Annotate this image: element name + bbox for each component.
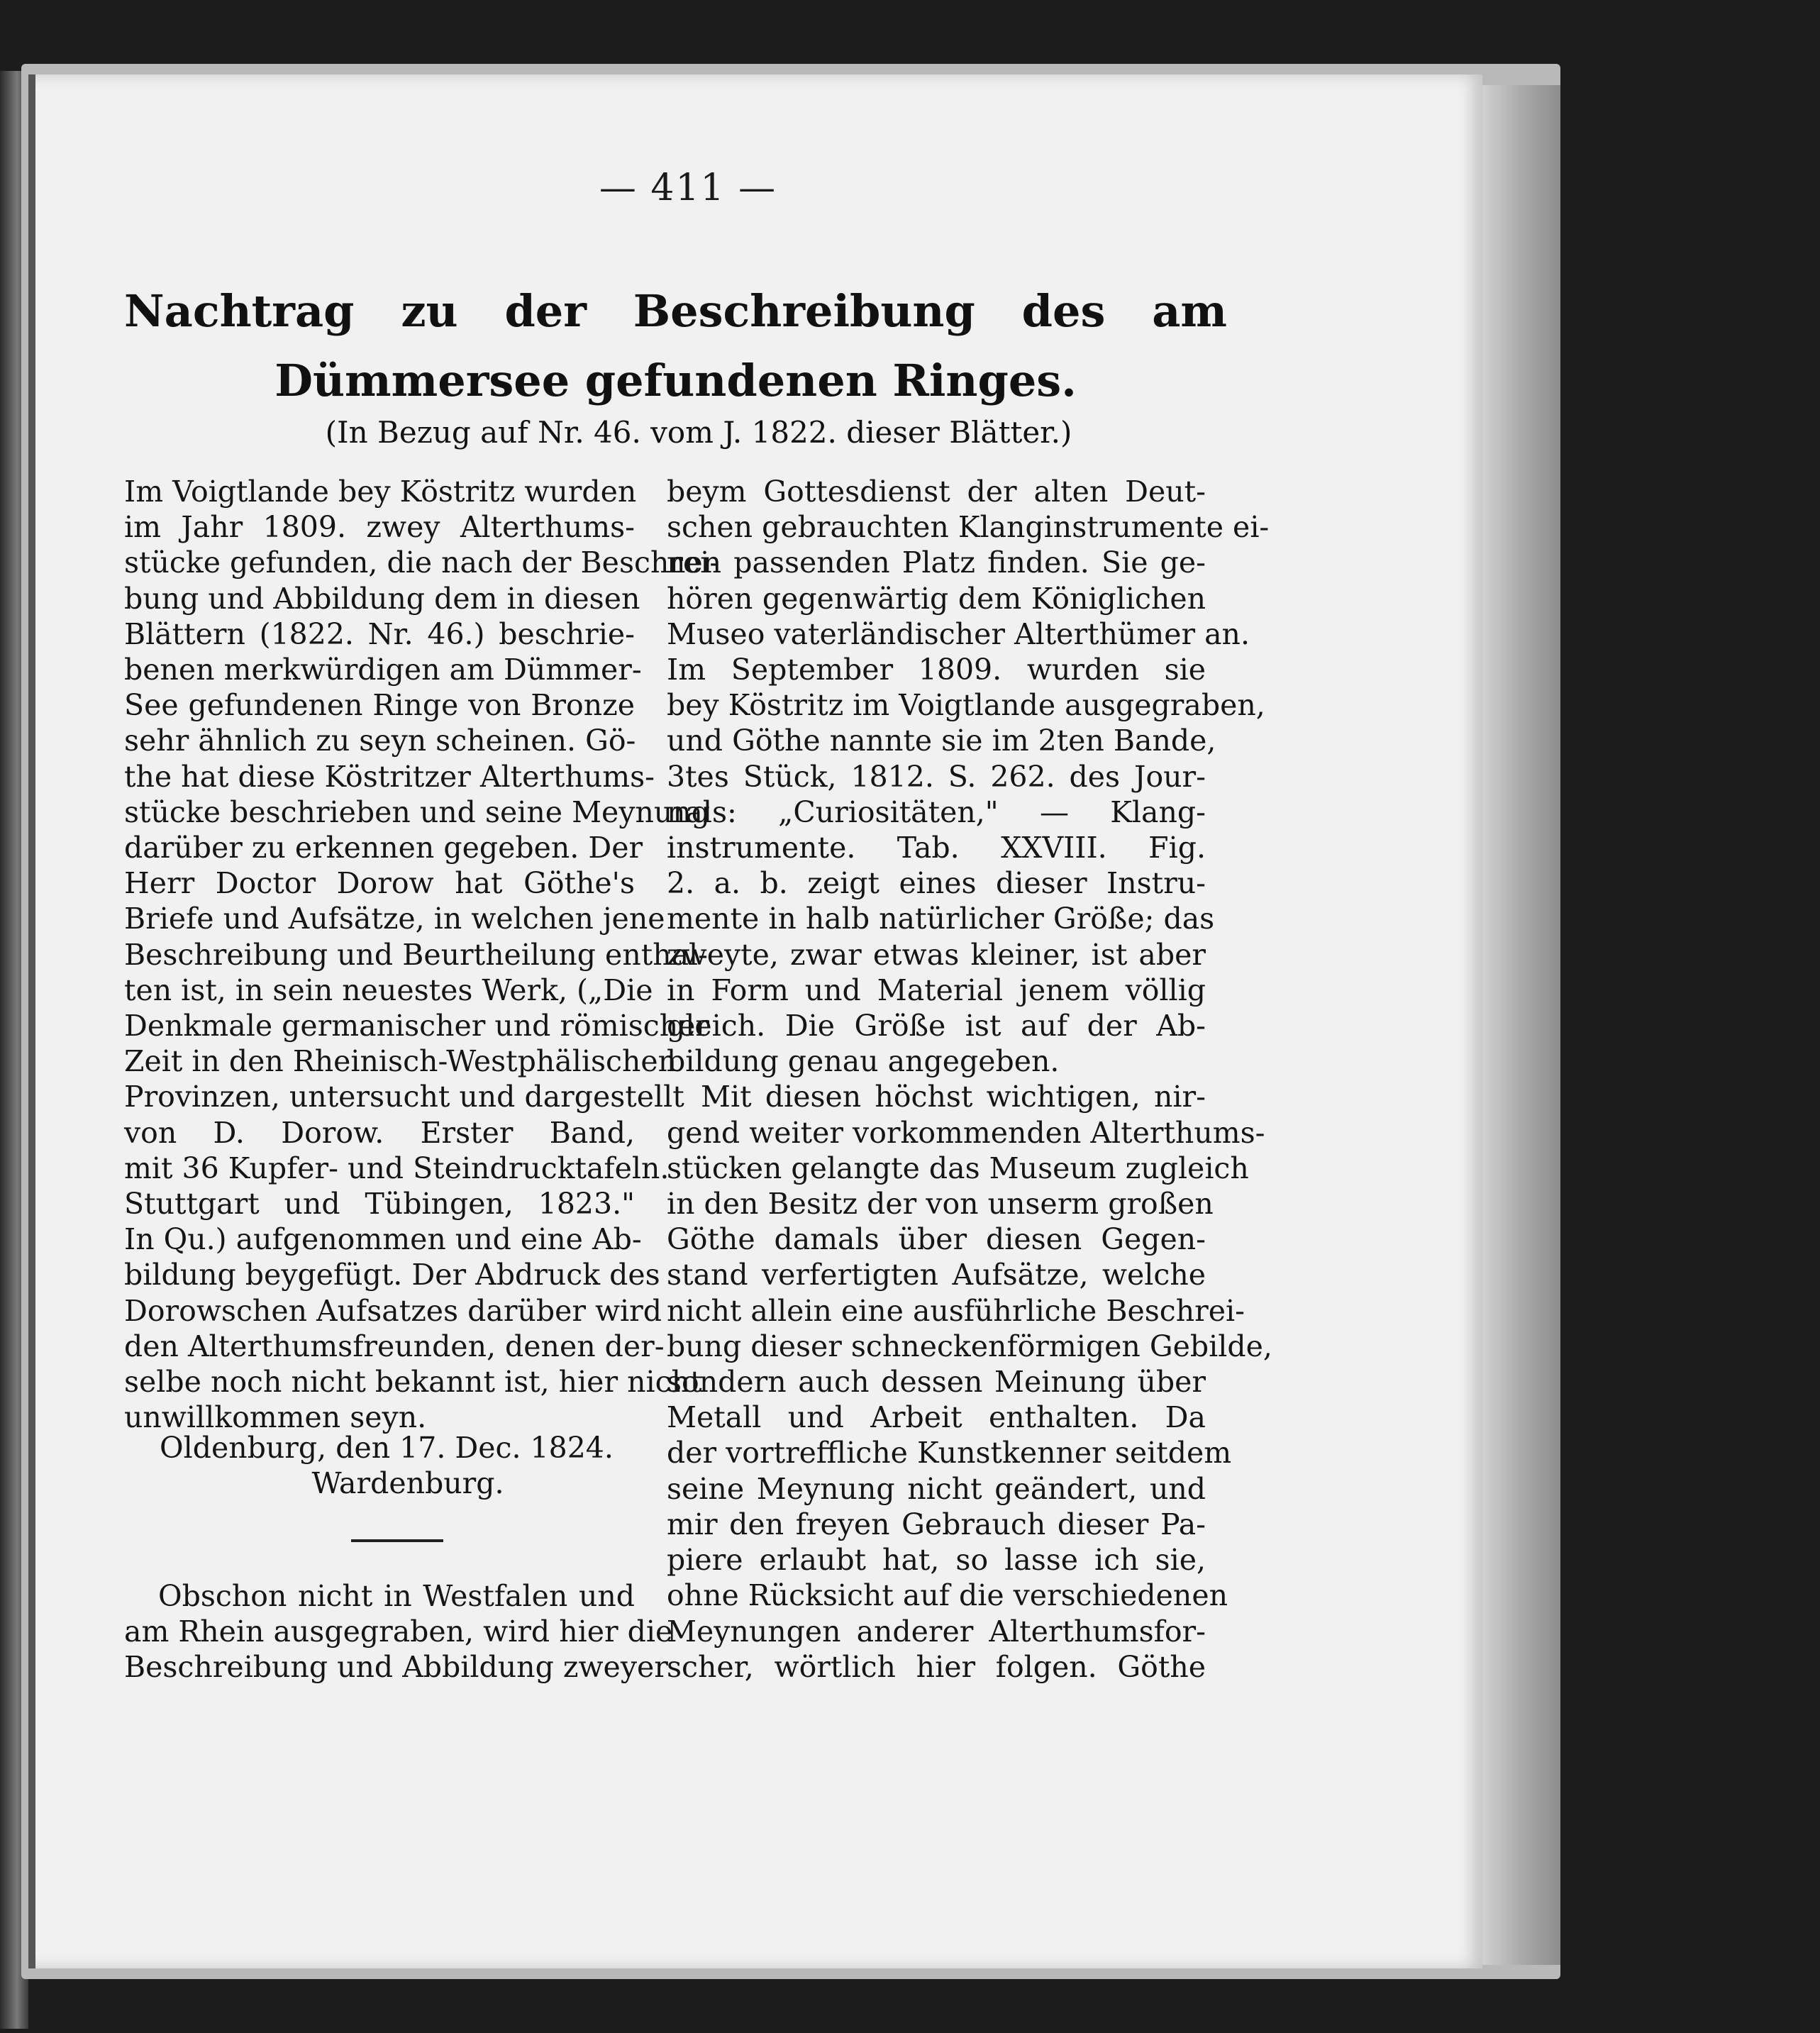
text-line: benen merkwürdigen am Dümmer- [124,653,642,687]
right-column [667,474,1272,1685]
text-line: Briefe und Aufsätze, in welchen jene [124,902,665,936]
text-line: Blättern (1822. Nr. 46.) beschrie- [124,616,635,651]
text-line: piere erlaubt hat, so lasse ich sie, [667,1543,1206,1578]
text-line: scher, wörtlich hier folgen. Göthe [667,1649,1206,1684]
text-line: bung und Abbildung dem in diesen [124,581,640,616]
text-line: Metall und Arbeit enthalten. Da [667,1400,1206,1435]
text-line: Im Voigtlande bey Köstritz wurden [124,475,637,509]
text-line: stücke gefunden, die nach der Beschrei- [124,545,720,580]
text-line: gend weiter vorkommenden Alterthums- [667,1115,1265,1150]
page-stack-edge [1475,85,1560,1965]
author-signature: Wardenburg. [311,1466,504,1500]
left-column-second-article [124,1578,673,1685]
place-date: Oldenburg, den 17. Dec. 1824. [160,1431,614,1465]
text-line: Meynungen anderer Alterthumsfor- [667,1614,1206,1649]
text-line: Obschon nicht in Westfalen und [158,1579,635,1613]
text-line: See gefundenen Ringe von Bronze [124,688,635,723]
text-line: Beschreibung und Beurtheilung enthal- [124,937,709,972]
text-line: Stuttgart und Tübingen, 1823." [124,1187,635,1222]
text-line: ten ist, in sein neuestes Werk, („Die [124,973,653,1007]
text-line: In Qu.) aufgenommen und eine Ab- [124,1222,642,1257]
text-line: in Form und Material jenem völlig [667,973,1206,1007]
text-line: the hat diese Köstritzer Alterthums- [124,759,655,794]
text-line: Mit diesen höchst wichtigen, nir- [701,1080,1206,1114]
text-line: Im September 1809. wurden sie [667,653,1206,687]
page-gutter [28,74,35,1968]
text-line: ohne Rücksicht auf die verschiedenen [667,1578,1228,1613]
text-line: Beschreibung und Abbildung zweyer [124,1650,668,1685]
text-line: und Göthe nannte sie im 2ten Bande, [667,724,1216,758]
text-line: hören gegenwärtig dem Königlichen [667,581,1206,616]
text-line: Provinzen, untersucht und dargestellt [124,1080,684,1114]
text-line: der vortreffliche Kunstkenner seitdem [667,1436,1232,1470]
text-line: bildung beygefügt. Der Abdruck des [124,1258,660,1292]
text-line: bung dieser schneckenförmigen Gebilde, [667,1329,1272,1363]
left-column [124,474,720,1435]
text-line: gleich. Die Größe ist auf der Ab- [667,1009,1206,1043]
text-line: 2. a. b. zeigt eines dieser Instru- [667,866,1206,901]
text-line: selbe noch nicht bekannt ist, hier nicht [124,1365,702,1400]
text-line: Dorowschen Aufsatzes darüber wird [124,1293,662,1328]
text-line: von D. Dorow. Erster Band, [124,1115,635,1150]
text-line: mit 36 Kupfer- und Steindrucktafeln. [124,1151,670,1185]
text-line: stücken gelangte das Museum zugleich [667,1151,1249,1185]
text-line: im Jahr 1809. zwey Alterthums- [124,510,635,545]
text-line: mente in halb natürlicher Größe; das [667,902,1215,936]
text-line: beym Gottesdienst der alten Deut- [667,475,1206,509]
text-line: am Rhein ausgegraben, wird hier die [124,1614,673,1649]
text-line: seine Meynung nicht geändert, und [667,1471,1206,1506]
text-line: 3tes Stück, 1812. S. 262. des Jour- [667,759,1206,794]
text-line: stücke beschrieben und seine Meynung [124,794,710,829]
text-line: Göthe damals über diesen Gegen- [667,1222,1206,1257]
article-title: Nachtrag zu der Beschreibung des am Dümmersee gefundenen Ringes. [124,285,1227,406]
text-line: nen passenden Platz finden. Sie ge- [667,545,1206,580]
text-line: Denkmale germanischer und römischer [124,1009,710,1043]
text-line: bey Köstritz im Voigtlande ausgegraben, [667,688,1265,723]
text-line: darüber zu erkennen gegeben. Der [124,831,643,865]
text-line: instrumente. Tab. XXVIII. Fig. [667,831,1206,865]
text-line: zweyte, zwar etwas kleiner, ist aber [667,937,1206,972]
text-line: Zeit in den Rheinisch-Westphälischen [124,1044,677,1079]
text-line: mir den freyen Gebrauch dieser Pa- [667,1507,1206,1541]
text-line: sehr ähnlich zu seyn scheinen. Gö- [124,724,636,758]
text-line: Museo vaterländischer Alterthümer an. [667,616,1250,651]
text-line: nicht allein eine ausführliche Beschrei- [667,1293,1245,1328]
page-number: — 411 — [599,167,777,209]
article-subtitle: (In Bezug auf Nr. 46. vom J. 1822. dieser Blätter.) [325,415,1072,450]
text-line: unwillkommen seyn. [124,1400,427,1435]
text-line: nals: „Curiositäten," — Klang- [667,794,1206,829]
text-line: in den Besitz der von unserm großen [667,1187,1214,1222]
text-line: den Alterthumsfreunden, denen der- [124,1329,665,1363]
text-line: bildung genau angegeben. [667,1044,1060,1079]
text-line: stand verfertigten Aufsätze, welche [667,1258,1206,1292]
text-line: Herr Doctor Dorow hat Göthe's [124,866,635,901]
section-divider [351,1539,443,1542]
text-line: schen gebrauchten Klanginstrumente ei- [667,510,1270,545]
text-line: sondern auch dessen Meinung über [667,1365,1206,1400]
